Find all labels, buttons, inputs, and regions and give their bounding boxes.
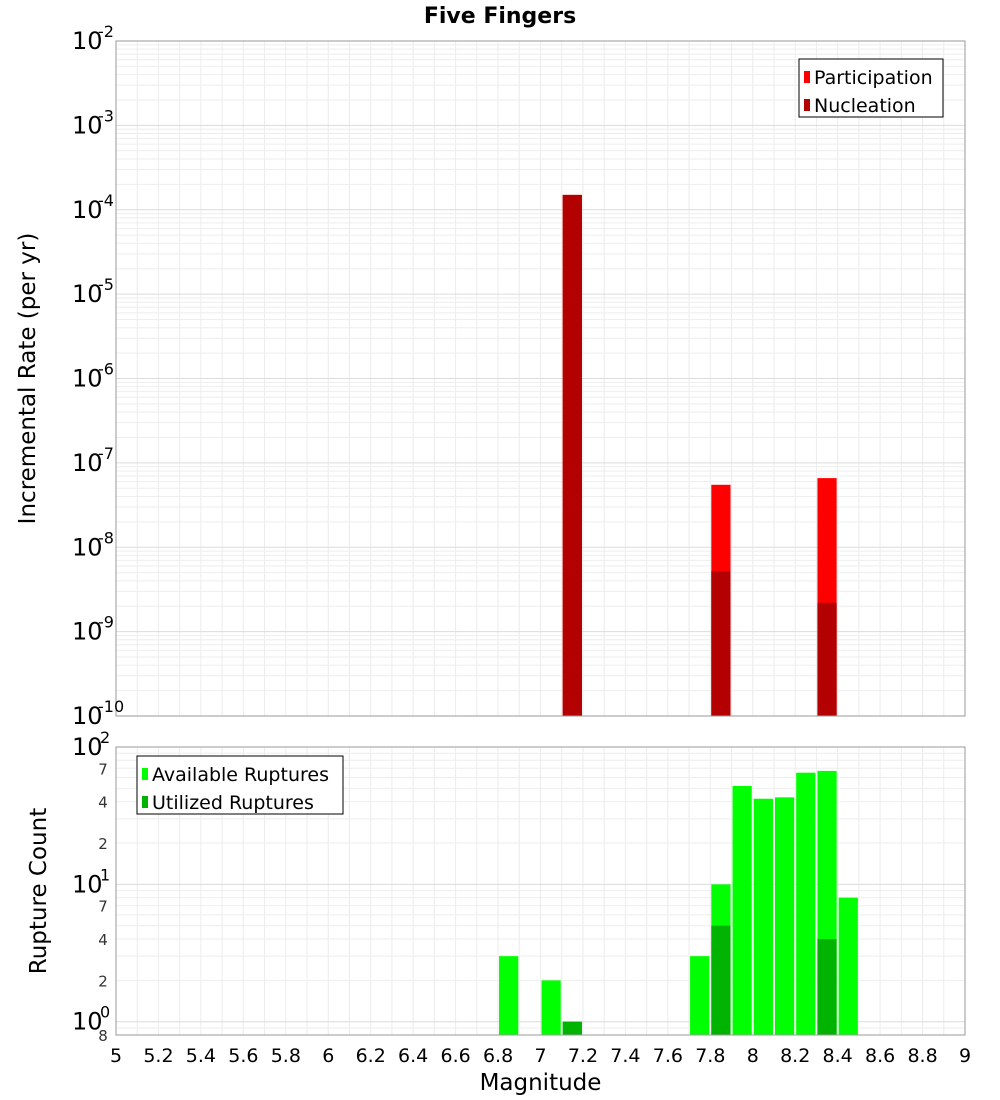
rate-y-tick-label: 10 <box>72 448 103 477</box>
nucleation-legend-label: Nucleation <box>814 95 916 117</box>
rate-y-tick-exponent: -6 <box>98 359 114 379</box>
x-tick-label: 7 <box>534 1045 547 1067</box>
count-plot <box>26 728 971 1096</box>
magnitude-x-axis-label: Magnitude <box>479 1070 602 1096</box>
rate-y-tick-label: 10 <box>72 27 103 55</box>
x-tick-label: 7.6 <box>652 1045 683 1067</box>
x-tick-label: 7.2 <box>567 1045 599 1067</box>
rate-y-tick-exponent: -9 <box>98 612 114 632</box>
available-ruptures-legend-label: Available Ruptures <box>152 764 329 786</box>
nucleation-bar <box>563 195 582 716</box>
count-y-minor-tick-label: 2 <box>98 835 108 853</box>
x-tick-label: 8.4 <box>822 1045 853 1067</box>
rate-y-axis-label: Incremental Rate (per yr) <box>15 232 41 525</box>
available-ruptures-bar <box>839 898 858 1035</box>
nucleation-bar <box>711 571 730 716</box>
count-y-axis-label: Rupture Count <box>26 807 52 975</box>
utilized-ruptures-bar <box>563 1022 582 1035</box>
x-tick-label: 6.6 <box>440 1045 471 1067</box>
available-ruptures-bar <box>775 797 794 1035</box>
rate-plot <box>15 22 965 730</box>
available-ruptures-bar <box>542 980 561 1035</box>
rate-y-tick-exponent: -3 <box>98 106 114 126</box>
rate-y-tick-label: 10 <box>72 617 103 646</box>
rate-y-tick-exponent: -2 <box>98 22 114 41</box>
available-ruptures-bar <box>733 786 752 1035</box>
utilized-ruptures-bar <box>817 939 836 1035</box>
utilized-ruptures-bar <box>711 926 730 1035</box>
x-tick-label: 5.4 <box>185 1045 217 1067</box>
count-y-minor-tick-label: 4 <box>98 931 108 949</box>
count-y-minor-tick-label: 2 <box>98 972 108 991</box>
x-tick-label: 5.2 <box>143 1045 174 1067</box>
rate-y-tick-exponent: -7 <box>98 443 114 463</box>
rate-legend <box>799 59 943 117</box>
count-y-tick-exponent: 1 <box>100 865 111 885</box>
count-y-minor-tick-label: 7 <box>98 760 108 779</box>
x-tick-label: 8 <box>746 1045 759 1067</box>
count-y-tick-exponent: 2 <box>100 728 111 747</box>
available-ruptures-bar <box>796 773 815 1035</box>
count-y-minor-tick-label: 8 <box>98 1027 108 1045</box>
count-y-minor-tick-label: 4 <box>98 793 108 812</box>
x-tick-label: 9 <box>958 1045 972 1067</box>
rate-gridlines <box>116 41 965 716</box>
x-tick-label: 7.4 <box>610 1045 641 1067</box>
rate-y-tick-label: 10 <box>72 702 103 730</box>
x-tick-label: 8.8 <box>907 1045 938 1067</box>
x-tick-label: 6.2 <box>355 1045 386 1067</box>
x-tick-label: 5.8 <box>270 1045 301 1067</box>
rate-y-tick-exponent: -10 <box>98 697 125 716</box>
participation-legend-swatch <box>804 71 810 83</box>
x-tick-label: 6.8 <box>482 1045 514 1067</box>
rate-y-tick-label: 10 <box>72 533 103 562</box>
rate-y-tick-label: 10 <box>72 280 103 309</box>
rate-y-tick-label: 10 <box>72 364 103 393</box>
x-tick-label: 7.8 <box>695 1045 726 1067</box>
count-y-tick-label: 10 <box>72 870 103 899</box>
utilized-ruptures-legend-swatch <box>142 796 148 808</box>
count-y-minor-tick-label: 7 <box>98 897 108 916</box>
rate-y-tick-exponent: -5 <box>98 275 114 295</box>
count-legend <box>137 756 343 814</box>
x-tick-label: 8.6 <box>864 1045 896 1067</box>
count-y-tick-exponent: 0 <box>100 1002 111 1022</box>
rate-y-tick-label: 10 <box>72 111 103 140</box>
x-tick-label: 8.2 <box>780 1045 811 1067</box>
magnitude-x-ticks <box>110 1045 971 1067</box>
chart-title: Five Fingers <box>423 4 577 29</box>
utilized-ruptures-legend-label: Utilized Ruptures <box>152 792 314 814</box>
rate-y-tick-exponent: -8 <box>98 528 114 548</box>
nucleation-bar <box>817 603 836 716</box>
available-ruptures-legend-swatch <box>142 768 148 780</box>
rate-y-tick-label: 10 <box>72 195 103 224</box>
x-tick-label: 6.4 <box>398 1045 429 1067</box>
count-y-tick-label: 10 <box>72 733 103 761</box>
nucleation-legend-swatch <box>804 99 810 111</box>
x-tick-label: 6 <box>322 1045 335 1067</box>
count-y-ticks <box>72 728 110 1045</box>
participation-legend-label: Participation <box>814 67 933 89</box>
available-ruptures-bar <box>690 956 709 1035</box>
rate-y-tick-exponent: -4 <box>98 190 114 210</box>
count-y-tick-label: 10 <box>72 1007 103 1036</box>
x-tick-label: 5.6 <box>228 1045 259 1067</box>
available-ruptures-bar <box>499 956 518 1035</box>
available-ruptures-bar <box>754 799 773 1035</box>
x-tick-label: 5 <box>109 1045 123 1067</box>
